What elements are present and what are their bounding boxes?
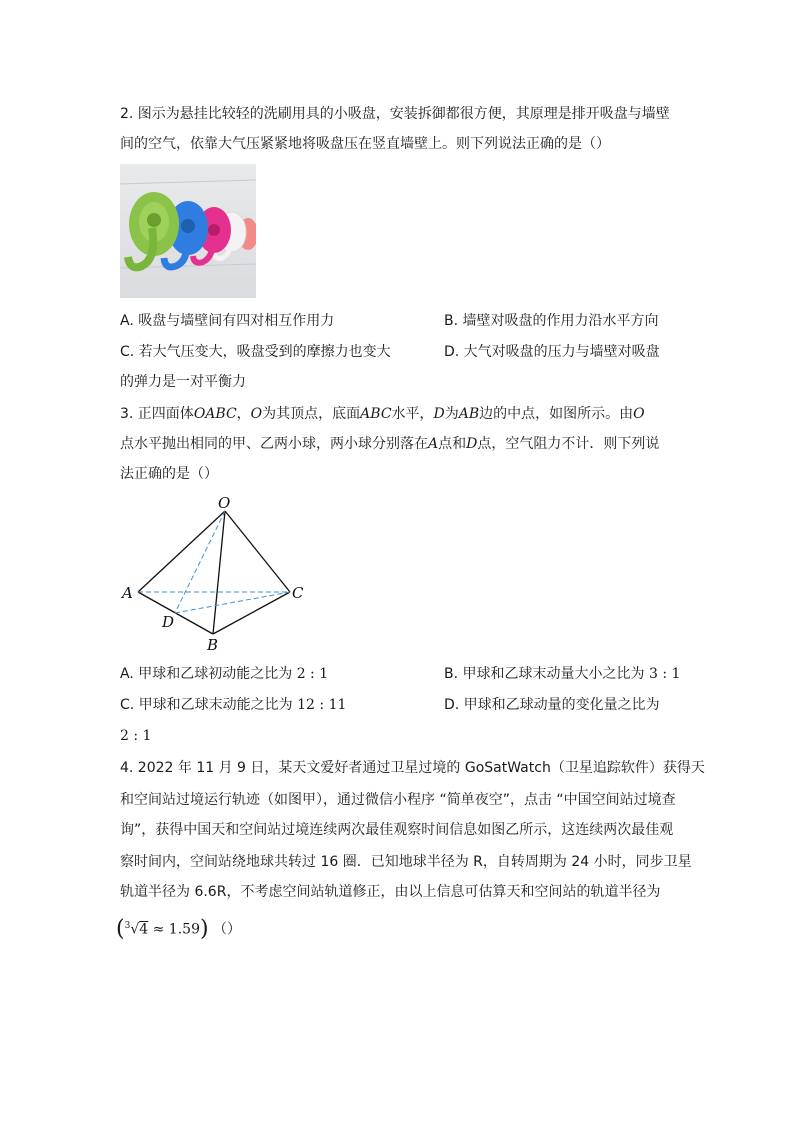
dashed-dc <box>175 592 290 613</box>
approx-value: ≈ 1.59 <box>152 921 200 938</box>
label-b: B <box>207 636 219 654</box>
q3-option-d-continued: 2 : 1 <box>120 728 152 744</box>
suction-cup-hooks-photo <box>120 164 256 298</box>
formula-left-paren: ( <box>116 916 125 942</box>
q2-stem-line-2: 间的空气，依靠大气压紧紧地将吸盘压在竖直墙壁上。则下列说法正确的是（） <box>120 136 610 152</box>
edge-ob <box>213 511 225 634</box>
q4-stem-line-2: 和空间站过境运行轨迹（如图甲），通过微信小程序 “简单夜空”，点击 “中国空间站过境查 <box>120 792 676 808</box>
q4-formula <box>116 914 241 942</box>
edge-oc <box>225 511 290 592</box>
q2-option-d-continued: 的弹力是一对平衡力 <box>120 374 246 390</box>
label-d: D <box>162 613 175 631</box>
label-a: A <box>122 584 133 602</box>
radicand: 4 <box>139 921 149 938</box>
q4-stem-line-5: 轨道半径为 6.6R，不考虑空间站轨道修正，由以上信息可估算天和空间站的轨道半径为 <box>120 884 661 900</box>
tetrahedron-figure <box>112 494 312 654</box>
formula-right-paren: ) <box>199 916 209 942</box>
edge-oa <box>138 511 225 592</box>
q4-stem-line-4: 察时间内，空间站绕地球共转过 16 圈．已知地球半径为 R，自转周期为 24 小时，同步卫星 <box>120 854 692 870</box>
suction-cup-hooks-image <box>120 164 256 298</box>
label-o: O <box>218 494 231 512</box>
q3-option-b[interactable]: B. 甲球和乙球末动量大小之比为 3 : 1 <box>444 666 681 682</box>
q3-option-a[interactable]: A. 甲球和乙球初动能之比为 2 : 1 <box>120 666 329 682</box>
q4-answer-blank: （） <box>213 921 242 938</box>
q2-stem-line-1: 2. 图示为悬挂比较轻的洗刷用具的小吸盘，安装拆御都很方便，其原理是排开吸盘与墙壁 <box>120 106 670 122</box>
radical-sign: √ <box>130 921 140 938</box>
label-c: C <box>292 584 304 602</box>
q3-stem-line-1: 3. 正四面体OABC，O为其顶点，底面ABC水平，D为AB边的中点，如图所示。由O <box>120 406 645 422</box>
q2-option-b[interactable]: B. 墙壁对吸盘的作用力沿水平方向 <box>444 313 659 329</box>
q3-option-d[interactable]: D. 甲球和乙球动量的变化量之比为 <box>444 697 660 713</box>
edge-bc <box>213 592 290 634</box>
q3-stem-line-2: 点水平抛出相同的甲、乙两小球，两小球分别落在A点和D点，空气阻力不计．则下列说 <box>120 436 660 452</box>
q2-option-a[interactable]: A. 吸盘与墙壁间有四对相互作用力 <box>120 313 335 329</box>
q3-option-c[interactable]: C. 甲球和乙球末动能之比为 12 : 11 <box>120 697 347 713</box>
q4-stem-line-3: 询”，获得中国天和空间站过境连续两次最佳观察时间信息如图乙所示，这连续两次最佳观 <box>120 822 674 838</box>
q2-option-c[interactable]: C. 若大气压变大，吸盘受到的摩擦力也变大 <box>120 344 391 360</box>
root-index: 3 <box>124 921 131 931</box>
q2-option-d[interactable]: D. 大气对吸盘的压力与墙壁对吸盘 <box>444 344 660 360</box>
dashed-od <box>175 511 225 613</box>
q4-stem-line-1: 4. 2022 年 11 月 9 日，某天文爱好者通过卫星过境的 GoSatWatch（卫星追踪软件）获得天 <box>120 760 705 776</box>
q3-stem-line-3: 法正确的是（） <box>120 466 218 482</box>
